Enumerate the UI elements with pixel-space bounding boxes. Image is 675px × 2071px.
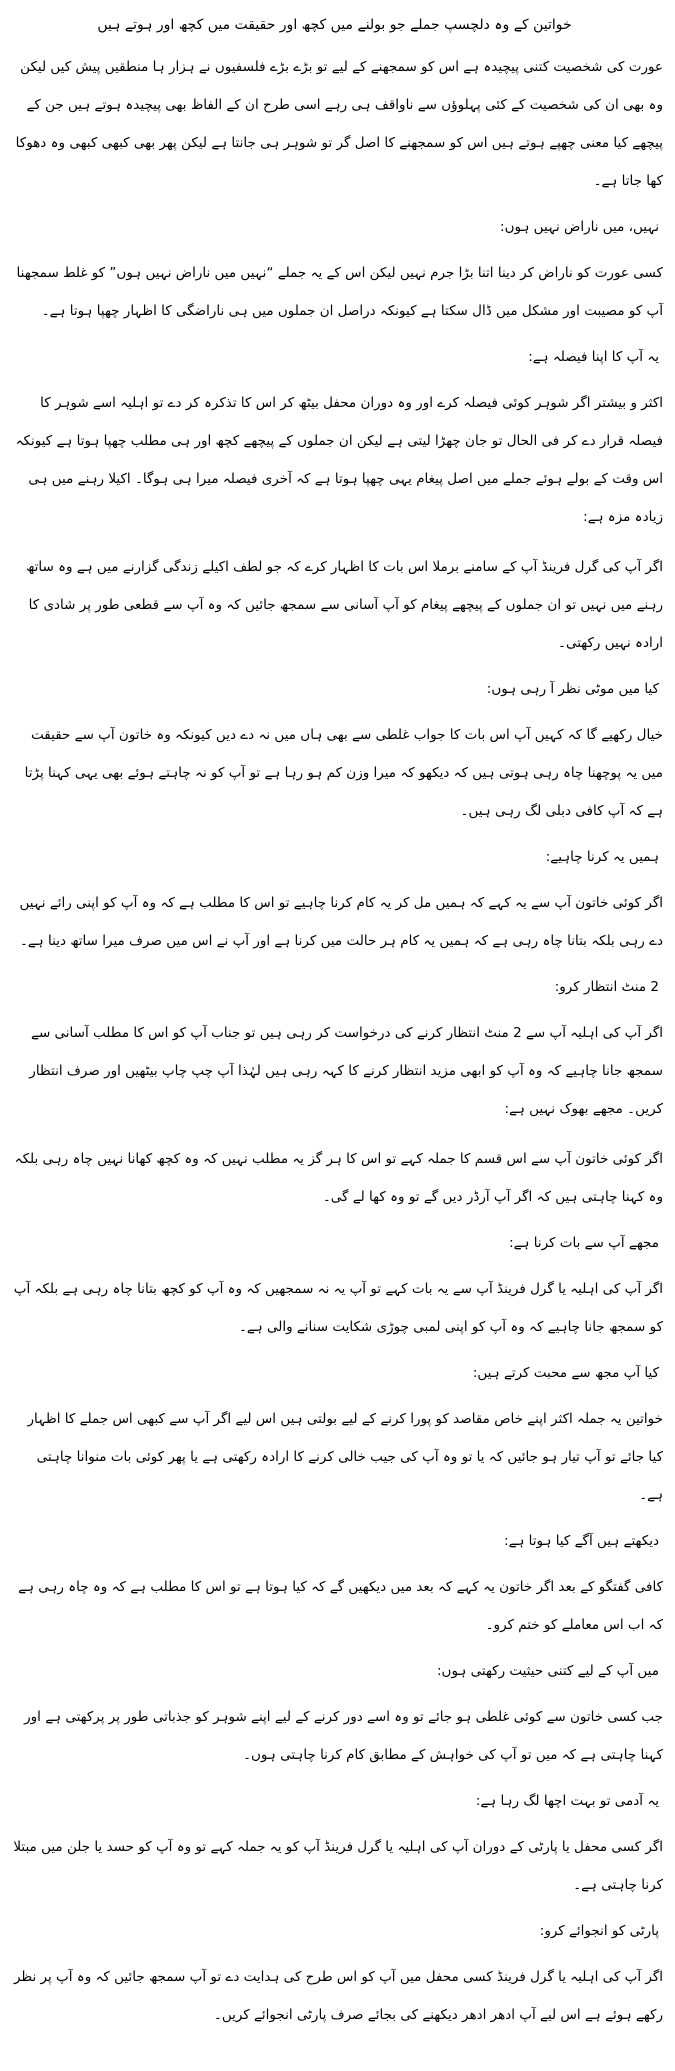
section-heading: کیا آپ مجھ سے محبت کرتے ہیں: xyxy=(472,1365,659,1381)
section-heading: 2 منٹ انتظار کرو: xyxy=(554,979,659,995)
section-body-text: اگر آپ کی اہلیہ آپ سے 2 منٹ انتظار کرنے کی درخواست کر رہی ہیں تو جناب آپ کو اس کا مطلب آسانی سے سمجھ جانا چاہیے کہ وہ آپ کو ابھی مزید انتظار کرنے کا کہہ رہی ہیں لہٰذا آپ چپ چاپ بیٹھیں اور صرف انتظار کریں۔ xyxy=(29,1025,663,1117)
section-body: خواتین یہ جملہ اکثر اپنے خاص مقاصد کو پورا کرنے کے لیے بولتی ہیں اس لیے اگر آپ سے کبھی اس جملے کا اظہار کیا جائے تو آپ تیار ہو جائیں کہ یا تو وہ آپ کی جیب خالی کرنے کا ارادہ رکھتی ہے یا پھر کوئی بات منوانا چاہتی ہے۔ xyxy=(27,1411,663,1503)
section-heading: یہ آدمی تو بہت اچھا لگ رہا ہے: xyxy=(475,1793,659,1809)
article-intro: عورت کی شخصیت کتنی پیچیدہ ہے اس کو سمجھنے کے لیے تو بڑے بڑے فلسفیوں نے ہزار ہا منطقیں پیش کیں لیکن وہ بھی ان کی شخصیت کے کئی پہلوؤں سے ناواقف ہی رہے اسی طرح ان کے الفاظ بھی پیچیدہ ہوتے ہیں جن کے پیچھے کیا معنی چھپے ہوتے ہیں اس کو سمجھنے کا اصل گر تو شوہر ہی جانتا ہے لیکن پھر بھی کبھی کبھی وہ دھوکا کھا جاتا ہے۔ xyxy=(15,59,663,189)
section-heading: مجھے آپ سے بات کرنا ہے: xyxy=(509,1235,659,1251)
section-body xyxy=(10,1014,663,1128)
section-heading: نہیں، میں ناراض نہیں ہوں: xyxy=(500,219,659,235)
section-heading: پارٹی کو انجوائے کرو: xyxy=(539,1923,659,1939)
section-body: اگر کوئی خاتون آپ سے یہ کہے کہ ہمیں مل کر یہ کام کرنا چاہیے تو اس کا مطلب ہے کہ وہ آپ کو اپنی رائے نہیں دے رہی بلکہ بتانا چاہ رہی ہے کہ ہمیں یہ کام ہر حالت میں کرنا ہے اور آپ نے اس میں صرف میرا ساتھ دینا ہے۔ xyxy=(19,895,663,949)
section-body: خیال رکھیے گا کہ کہیں آپ اس بات کا جواب غلطی سے بھی ہاں میں نہ دے دیں کیونکہ وہ خاتون آپ سے حقیقت میں یہ پوچھنا چاہ رہی ہوتی ہیں کہ دیکھو کہ میرا وزن کم ہو رہا ہے تو آپ کو نہ چاہتے ہوئے بھی یہی کہنا پڑتا ہے کہ آپ کافی دبلی لگ رہی ہیں۔ xyxy=(24,727,663,819)
section-body-text: اکثر و بیشتر اگر شوہر کوئی فیصلہ کرے اور وہ دوران محفل بیٹھ کر اس کا تذکرہ کر دے تو اہلیہ اسے شوہر کا فیصلہ قرار دے کر فی الحال تو جان چھڑا لیتی ہے لیکن ان جملوں کے پیچھے کچھ اور ہی مطلب چھپا ہوتا ہے کیونکہ اس وقت کے بولے ہوئے جملے میں اصل پیغام یہی چھپا ہوتا ہے کہ آخری فیصلہ میرا ہی ہوگا۔ xyxy=(15,395,663,487)
section-heading: ہمیں یہ کرنا چاہیے: xyxy=(545,849,659,865)
section-heading: یہ آپ کا اپنا فیصلہ ہے: xyxy=(528,349,659,365)
section-body: اگر کوئی خاتون آپ سے اس قسم کا جملہ کہے تو اس کا ہر گز یہ مطلب نہیں کہ وہ کچھ کھانا نہیں چاہ رہی بلکہ وہ کہنا چاہتی ہیں کہ اگر آپ آرڈر دیں گے تو وہ کھا لے گی۔ xyxy=(14,1151,663,1205)
section-body: اگر آپ کی اہلیہ یا گرل فرینڈ آپ سے یہ بات کہے تو آپ یہ نہ سمجھیں کہ وہ آپ کو کچھ بتانا چاہ رہی ہے بلکہ آپ کو سمجھ جانا چاہیے کہ وہ آپ کو اپنی لمبی چوڑی شکایت سنانے والی ہے۔ xyxy=(13,1281,663,1335)
section-body: اگر آپ کی گرل فرینڈ آپ کے سامنے برملا اس بات کا اظہار کرے کہ جو لطف اکیلے زندگی گزارنے میں ہے وہ ساتھ رہنے میں نہیں تو ان جملوں کے پیچھے پیغام کو آپ آسانی سے سمجھ جائیں کہ وہ آپ سے قطعی طور پر شادی کا ارادہ نہیں رکھتی۔ xyxy=(26,559,663,651)
section-body: اگر آپ کی اہلیہ یا گرل فرینڈ کسی محفل میں آپ کو اس طرح کی ہدایت دے تو آپ سمجھ جائیں کہ وہ آپ پر نظر رکھے ہوئے ہے اس لیے آپ ادھر ادھر دیکھنے کی بجائے صرف پارٹی انجوائے کریں۔ xyxy=(13,1969,663,2023)
section-body: اگر کسی محفل یا پارٹی کے دوران آپ کی اہلیہ یا گرل فرینڈ آپ کو یہ جملہ کہے تو وہ آپ کو حسد یا جلن میں مبتلا کرنا چاہتی ہے۔ xyxy=(13,1839,663,1893)
section-heading: کیا میں موٹی نظر آ رہی ہوں: xyxy=(486,681,659,697)
section-body: کافی گفتگو کے بعد اگر خاتون یہ کہے کہ بعد میں دیکھیں گے کہ کیا ہوتا ہے تو اس کا مطلب ہے کہ وہ چاہ رہی ہے کہ اب اس معاملے کو ختم کرو۔ xyxy=(18,1579,663,1633)
section-heading: دیکھتے ہیں آگے کیا ہوتا ہے: xyxy=(504,1533,659,1549)
inline-heading: مجھے بھوک نہیں ہے: xyxy=(504,1101,623,1117)
section-body xyxy=(10,384,663,536)
section-body: جب کسی خاتون سے کوئی غلطی ہو جائے تو وہ اسے دور کرنے کے لیے اپنے شوہر کو جذباتی طور پر پرکھتی ہے اور کہنا چاہتی ہے کہ میں تو آپ کی خواہش کے مطابق کام کرنا چاہتی ہوں۔ xyxy=(24,1709,663,1763)
article-title: خواتین کے وہ دلچسپ جملے جو بولنے میں کچھ اور حقیقت میں کچھ اور ہوتے ہیں xyxy=(97,17,572,33)
inline-heading: اکیلا رہنے میں ہی زیادہ مزہ ہے: xyxy=(28,471,663,525)
section-heading: میں آپ کے لیے کتنی حیثیت رکھتی ہوں: xyxy=(436,1663,659,1679)
section-body: کسی عورت کو ناراض کر دینا اتنا بڑا جرم نہیں لیکن اس کے یہ جملے “نہیں میں ناراض نہیں ہوں” کو غلط سمجھنا آپ کو مصیبت اور مشکل میں ڈال سکتا ہے کیونکہ دراصل ان جملوں میں ہی ناراضگی کا اظہار چھپا ہوتا ہے۔ xyxy=(16,265,663,319)
